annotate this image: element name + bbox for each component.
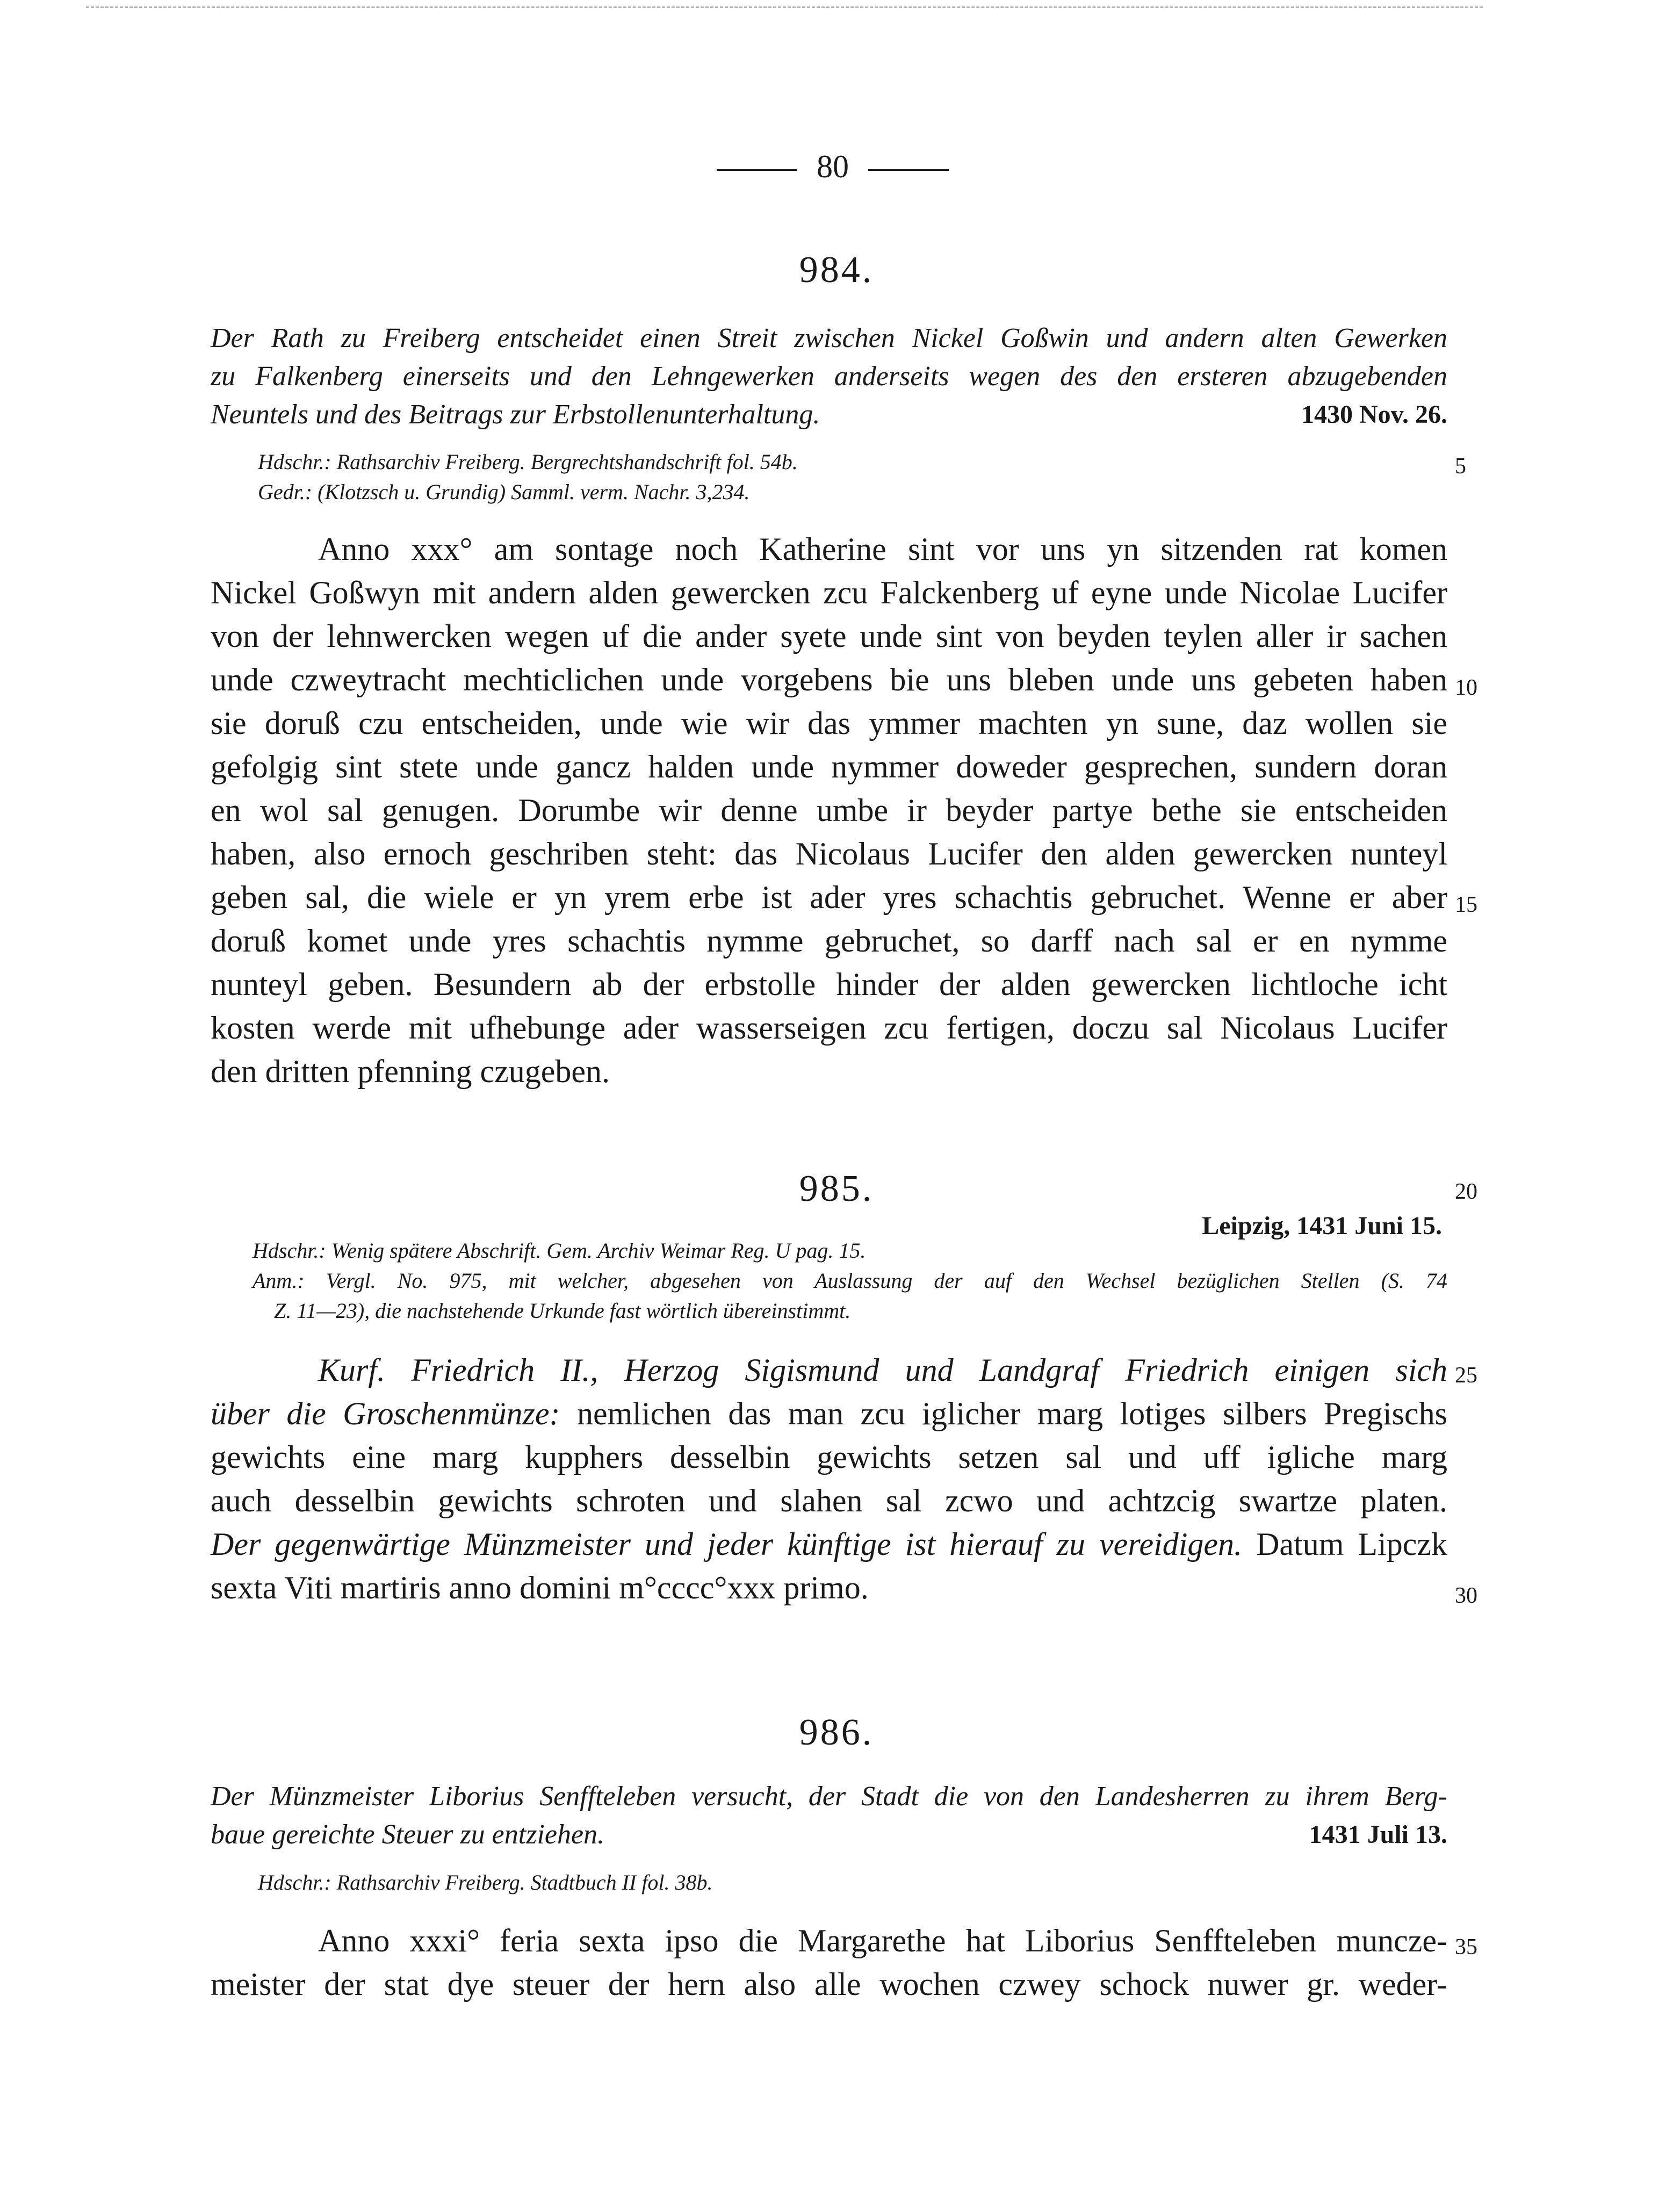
document-date-984: 1430 Nov. 26. [1301,400,1447,429]
text-985 [211,1349,1447,1610]
regest-986-line-2: baue gereichte Steuer zu entziehen. [211,1819,605,1850]
regest-984 [211,319,1447,434]
line-number-20: 20 [1455,1179,1477,1204]
text-984-line-6: gefolgig sint stete unde gancz halden unde nymmer doweder gesprechen, sundern doran [211,749,1447,784]
text-984-line-7: en wol sal genugen. Dorumbe wir denne umbe ir beyder partye bethe sie entscheiden [211,792,1447,828]
document-place-date-985: Leipzig, 1431 Juni 15. [1202,1212,1442,1240]
top-scan-rule [86,6,1483,8]
text-984-line-5: sie doruß czu entscheiden, unde wie wir das ymmer machten yn sune, daz wollen sie [211,705,1447,741]
regest-984-line-1: Der Rath zu Freiberg entscheidet einen Streit zwischen Nickel Goßwin und andern alten Gewerken [211,323,1447,354]
document-number-985: 985. [799,1168,874,1209]
line-number-35: 35 [1455,1935,1477,1959]
line-number-25: 25 [1455,1363,1477,1388]
text-985-line-2-rest: nemlichen das man zcu iglicher marg lotiges silbers Pregischs [560,1396,1448,1431]
text-985-line-5-italic: Der gegenwärtige Münzmeister und jeder künftige ist hierauf zu vereidigen. [211,1526,1243,1562]
apparatus-984 [258,447,1447,507]
header-dash-right [868,169,949,171]
regest-986 [211,1777,1447,1854]
text-985-line-1: Kurf. Friedrich II., Herzog Sigismund und Landgraf Friedrich einigen sich [318,1352,1447,1388]
text-984-line-8: haben, also ernoch geschriben steht: das Nicolaus Lucifer den alden gewercken nunteyl [211,836,1447,871]
page-header [693,145,972,188]
text-985-line-5 [211,1523,1447,1566]
document-date-986: 1431 Juli 13. [1309,1820,1447,1849]
text-985-line-2 [211,1392,1447,1436]
text-985-line-2-italic: über die Groschenmünze: [211,1396,560,1431]
apparatus-985-note-1: Anm.: Vergl. No. 975, mit welcher, abgesehen von Auslassung der auf den Wechsel bezüglichen Stellen (S. 74 [253,1269,1447,1293]
apparatus-985-manuscript: Hdschr.: Wenig spätere Abschrift. Gem. Archiv Weimar Reg. U pag. 15. [253,1238,866,1263]
line-number-10: 10 [1455,675,1477,700]
apparatus-984-manuscript: Hdschr.: Rathsarchiv Freiberg. Bergrechtshandschrift fol. 54b. [258,450,798,474]
text-984-line-2: Nickel Goßwyn mit andern alden gewercken zcu Falckenberg uf eyne unde Nicolae Lucifer [211,575,1447,610]
text-984 [211,528,1447,1093]
text-984-line-1: Anno xxx° am sontage noch Katherine sint vor uns yn sitzenden rat komen [318,531,1447,567]
document-number-986: 986. [799,1712,874,1753]
text-986-line-2: meister der stat dye steuer der hern also alle wochen czwey schock nuwer gr. weder- [211,1966,1447,2002]
header-dash-left [717,169,797,171]
line-number-30: 30 [1455,1583,1477,1608]
text-984-line-13: den dritten pfenning czugeben. [211,1054,610,1089]
apparatus-984-printed: Gedr.: (Klotzsch u. Grundig) Samml. verm. Nachr. 3,234. [258,480,750,504]
text-986 [211,1919,1447,2006]
page-number: 80 [817,149,849,184]
text-984-line-3: von der lehnwercken wegen uf die ander syete unde sint von beyden teylen aller ir sachen [211,618,1447,654]
line-number-5: 5 [1455,454,1466,479]
apparatus-986-manuscript: Hdschr.: Rathsarchiv Freiberg. Stadtbuch II fol. 38b. [258,1870,713,1894]
apparatus-985-note-2: Z. 11—23), die nachstehende Urkunde fast wörtlich übereinstimmt. [274,1299,851,1323]
text-984-line-9: geben sal, die wiele er yn yrem erbe ist ader yres schachtis gebruchet. Wenne er aber [211,880,1447,915]
regest-984-line-3-wrapper [211,395,1447,434]
regest-986-line-1: Der Münzmeister Liborius Senffteleben versucht, der Stadt die von den Landesherren zu ihrem Berg- [211,1781,1447,1812]
text-984-line-4: unde czweytracht mechticlichen unde vorgebens bie uns bleben unde uns gebeten haben [211,662,1447,697]
text-984-line-12: kosten werde mit ufhebunge ader wasserseigen zcu fertigen, doczu sal Nicolaus Lucifer [211,1010,1447,1046]
text-985-line-3: gewichts eine marg kupphers desselbin gewichts setzen sal und uff igliche marg [211,1439,1447,1475]
text-985-line-4: auch desselbin gewichts schroten und slahen sal zcwo und achtzcig swartze platen. [211,1483,1447,1518]
text-985-line-5-rest: Datum Lipczk [1242,1526,1447,1562]
line-number-15: 15 [1455,892,1477,917]
regest-984-line-2: zu Falkenberg einerseits und den Lehngewerken anderseits wegen des den ersteren abzugebenden [211,361,1447,392]
regest-986-line-2-wrapper [211,1815,1447,1854]
apparatus-985 [253,1236,1447,1326]
document-number-984: 984. [799,249,874,291]
text-984-line-10: doruß komet unde yres schachtis nymme gebruchet, so darff nach sal er en nymme [211,923,1447,959]
regest-984-line-3: Neuntels und des Beitrags zur Erbstollenunterhaltung. [211,399,820,430]
text-985-line-6: sexta Viti martiris anno domini m°cccc°xxx primo. [211,1570,869,1605]
apparatus-986 [258,1868,1447,1898]
text-984-line-11: nunteyl geben. Besundern ab der erbstolle hinder der alden gewercken lichtloche icht [211,967,1447,1002]
text-986-line-1: Anno xxxi° feria sexta ipso die Margarethe hat Liborius Senffteleben muncze- [318,1923,1447,1958]
